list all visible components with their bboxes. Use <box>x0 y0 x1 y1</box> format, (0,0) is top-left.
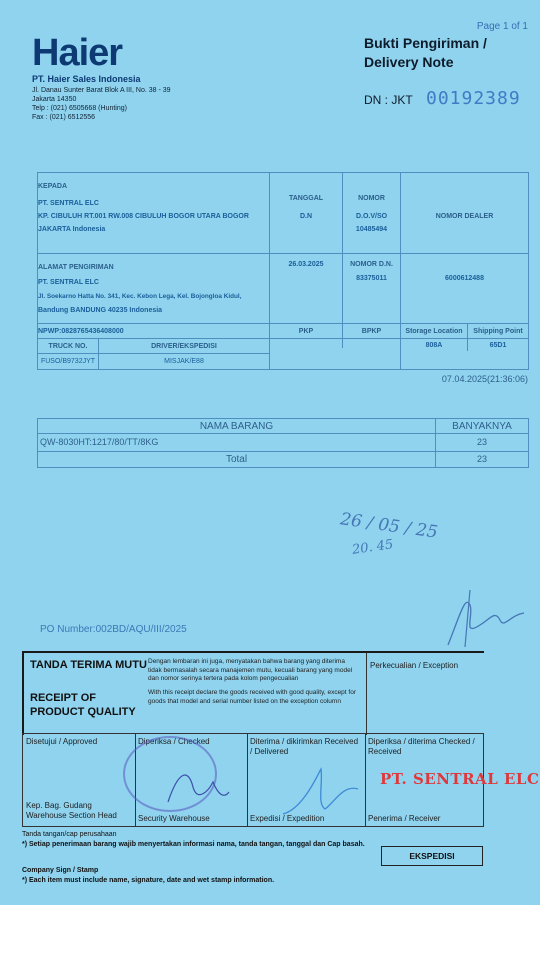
tanda-terima-text: Dengan lembaran ini juga, menyatakan bahwa barang yang diterima tidak bermasalah secara manajemen mutu, kecuali barang yang model dan nomor serinya tertera pada kolom pengecualian <box>148 658 353 682</box>
nomor-so: 10485494 <box>355 226 388 233</box>
checked-received-label: Diperiksa / diterima Checked / Received <box>368 737 475 756</box>
nomor-dealer-label: NOMOR DEALER <box>435 213 494 220</box>
company-address-2: Jakarta 14350 <box>32 96 77 103</box>
quality-receipt-section <box>22 651 484 735</box>
npwp: NPWP:0828765436408000 <box>38 328 124 335</box>
receipt-quality-heading: RECEIPT OF PRODUCT QUALITY <box>30 692 136 718</box>
nomor-dn-label: NOMOR D.N. <box>350 261 393 268</box>
security-warehouse-label: Security Warehouse <box>138 814 210 823</box>
storage-location-label: Storage Location <box>405 328 463 335</box>
alamat-label: ALAMAT PENGIRIMAN <box>38 264 114 271</box>
storage-location: 808A <box>425 342 443 349</box>
company-sign-note-id: Tanda tangan/cap perusahaan <box>22 831 117 838</box>
pkp-label: PKP <box>298 328 314 335</box>
ekspedisi-copy-label: EKSPEDISI <box>381 846 483 866</box>
checker-signature-icon <box>163 762 233 812</box>
alamat-address-2: Bandung BANDUNG 40235 Indonesia <box>38 307 163 314</box>
alamat-address-1: Jl. Soekarno Hatta No. 341, Kec. Kebon Lega, Kel. Bojongloa Kidul, <box>38 293 242 300</box>
tanggal-label: TANGGAL <box>288 195 324 202</box>
total-label: Total <box>225 454 248 465</box>
receiver-company-stamp: PT. SENTRAL ELC <box>380 770 540 788</box>
driver-name: MISJAK/E88 <box>164 358 204 365</box>
receipt-rule-en: *) Each item must include name, signature, date and wet stamp information. <box>22 877 275 884</box>
receipt-rule-id: *) Setiap penerimaan barang wajib menyertakan informasi nama, tanda tangan, tanggal dan Cap basah. <box>22 841 365 848</box>
truck-label: TRUCK NO. <box>48 343 88 350</box>
tanggal-dn: 26.03.2025 <box>288 261 324 268</box>
haier-logo: Haier <box>32 32 123 74</box>
truck-number: FUSO/B9732JYT <box>40 358 96 365</box>
col-banyaknya: BANYAKNYA <box>452 421 512 432</box>
print-timestamp: 07.04.2025(21:36:06) <box>441 374 528 384</box>
shipment-info-table <box>37 172 529 370</box>
kepada-name: PT. SENTRAL ELC <box>38 200 99 207</box>
alamat-name: PT. SENTRAL ELC <box>38 279 99 286</box>
document-title <box>364 34 487 72</box>
tanggal-sub: D.N <box>299 213 313 220</box>
dealer-number: 6000612488 <box>445 275 484 282</box>
handwritten-time: 20. 45 <box>351 537 395 558</box>
shipping-point: 65D1 <box>489 342 507 349</box>
approved-label: Disetujui / Approved <box>26 737 98 746</box>
company-name: PT. Haier Sales Indonesia <box>32 74 141 84</box>
receiver-label: Penerima / Receiver <box>368 814 441 823</box>
po-number: PO Number:002BD/AQU/III/2025 <box>40 624 187 635</box>
exception-label: Perkecualian / Exception <box>370 661 459 670</box>
handwritten-date: 26 / 05 / 25 <box>339 509 439 543</box>
expedition-signature-icon <box>273 764 363 819</box>
warehouse-head-label: Kep. Bag. Gudang Warehouse Section Head <box>26 801 117 820</box>
nomor-do: D.O.V/SO <box>355 213 388 220</box>
nomor-label: NOMOR <box>358 195 385 202</box>
dn-number: 00192389 <box>426 88 521 109</box>
kepada-address-1: KP. CIBULUH RT.001 RW.008 CIBULUH BOGOR UTARA BOGOR <box>38 213 249 220</box>
company-phone: Telp : (021) 6505668 (Hunting) <box>32 105 127 112</box>
bpkp-label: BPKP <box>361 328 382 335</box>
page-number: Page 1 of 1 <box>476 21 528 32</box>
document-title-line1: Bukti Pengiriman / <box>364 35 487 51</box>
expedition-label: Expedisi / Expedition <box>250 814 325 823</box>
document-title-line2: Delivery Note <box>364 54 454 70</box>
driver-label: DRIVER/EKSPEDISI <box>151 343 217 350</box>
kepada-address-2: JAKARTA Indonesia <box>38 226 106 233</box>
col-nama-barang: NAMA BARANG <box>199 421 274 432</box>
nomor-dn: 83375011 <box>356 275 387 282</box>
item-qty: 23 <box>476 437 487 447</box>
company-sign-note-en: Company Sign / Stamp <box>22 867 99 874</box>
received-delivered-label: Diterima / dikirimkan Received / Delivered <box>250 737 359 756</box>
shipping-point-label: Shipping Point <box>473 328 523 335</box>
checked-label: Diperiksa / Checked <box>138 737 210 746</box>
receiver-signature-icon <box>440 585 530 655</box>
company-fax: Fax : (021) 6512556 <box>32 114 96 121</box>
item-name: QW-8030HT:1217/80/TT/8KG <box>40 437 159 447</box>
kepada-label: KEPADA <box>38 183 68 190</box>
company-address-1: Jl. Danau Sunter Barat Blok A III, No. 38 - 39 <box>32 87 171 94</box>
items-table <box>37 418 529 468</box>
total-qty: 23 <box>476 454 487 464</box>
dn-label: DN : JKT <box>364 93 413 107</box>
receipt-quality-text: With this receipt declare the goods received with good quality, except for goods that model and serial number listed on the exception column <box>148 689 356 705</box>
tanda-terima-heading: TANDA TERIMA MUTU <box>30 659 147 671</box>
